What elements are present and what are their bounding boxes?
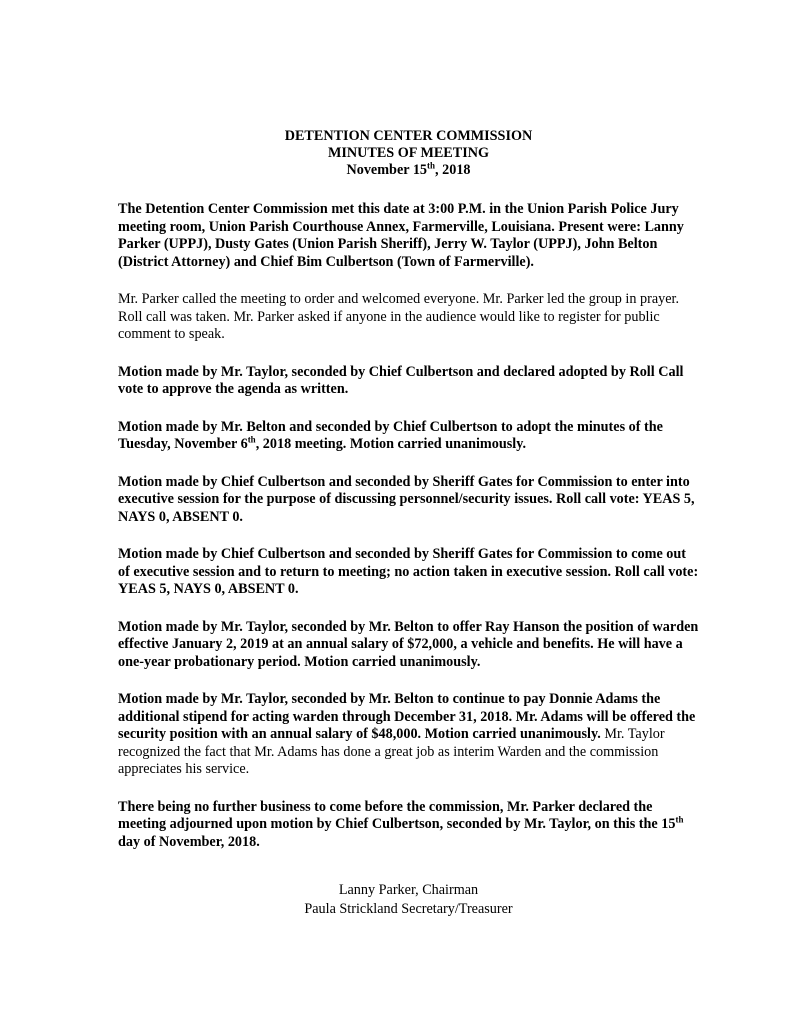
stipend-motion-text: Motion made by Mr. Taylor, seconded by Mr. Belton to continue to pay Donnie Adams the additional stipend for acting warden through December 31, 2018. Mr. Adams will be offered the security position with an annual salary of $48,000. Motion carried unanimously.	[118, 691, 696, 742]
signature-block	[118, 881, 699, 919]
document-header	[118, 128, 699, 179]
stipend-paragraph	[118, 691, 699, 779]
meeting-date-year: , 2018	[435, 162, 471, 178]
stipend-recognition-text: Mr. Taylor recognized the fact that Mr. Adams has done a great job as interim Warden and the commission appreciates his service.	[118, 726, 665, 777]
exit-executive-session-paragraph: Motion made by Chief Culbertson and seconded by Sheriff Gates for Commission to come out of executive session and to return to meeting; no action taken in executive session. Roll call vote: YEAS 5, NAYS 0, ABSENT 0.	[118, 546, 699, 597]
agenda-motion-paragraph: Motion made by Mr. Taylor, seconded by Chief Culbertson and declared adopted by Roll Call vote to approve the agenda as written.	[118, 363, 684, 397]
minutes-motion-ordinal: th	[247, 434, 256, 445]
adjournment-text-end: day of November, 2018.	[118, 833, 260, 850]
meeting-date	[118, 162, 699, 179]
minutes-motion-text: Motion made by Mr. Belton and seconded by Chief Culbertson to adopt the minutes of the Tuesday, November 6	[118, 418, 663, 452]
enter-executive-session-paragraph: Motion made by Chief Culbertson and seconded by Sheriff Gates for Commission to enter into executive session for the purpose of discussing personnel/security issues. Roll call vote: YEAS 5, NAYS 0, ABSENT 0.	[118, 473, 695, 525]
meeting-date-prefix: November 15	[346, 162, 428, 178]
adjournment-text: There being no further business to come before the commission, Mr. Parker declared the meeting adjourned upon motion by Chief Culbertson, seconded by Mr. Taylor, on this the 15	[118, 798, 676, 832]
adjournment-ordinal: th	[675, 814, 684, 825]
secretary-signature: Paula Strickland Secretary/Treasurer	[304, 901, 513, 917]
commission-title: DETENTION CENTER COMMISSION	[284, 128, 533, 144]
adjournment-paragraph	[118, 799, 699, 852]
meeting-date-ordinal: th	[427, 160, 436, 171]
warden-hire-paragraph: Motion made by Mr. Taylor, seconded by Mr. Belton to offer Ray Hanson the position of warden effective January 2, 2019 at an annual salary of $72,000, a vehicle and benefits. He will have a one-year probationary period. Motion carried unanimously.	[118, 618, 699, 670]
attendance-paragraph: The Detention Center Commission met this date at 3:00 P.M. in the Union Parish Police Jury meeting room, Union Parish Courthouse Annex, Farmerville, Louisiana. Present were: Lanny Parker (UPPJ), Dusty Gates (Union Parish Sheriff), Jerry W. Taylor (UPPJ), John Belton (District Attorney) and Chief Bim Culbertson (Town of Farmerville).	[118, 201, 684, 270]
call-to-order-paragraph: Mr. Parker called the meeting to order and welcomed everyone. Mr. Parker led the group in prayer. Roll call was taken. Mr. Parker asked if anyone in the audience would like to register for public comment to speak.	[118, 291, 679, 342]
minutes-motion-paragraph	[118, 419, 699, 454]
chairman-signature: Lanny Parker, Chairman	[338, 882, 479, 898]
minutes-title: MINUTES OF MEETING	[327, 145, 490, 161]
minutes-motion-text-end: , 2018 meeting. Motion carried unanimously.	[255, 436, 527, 452]
